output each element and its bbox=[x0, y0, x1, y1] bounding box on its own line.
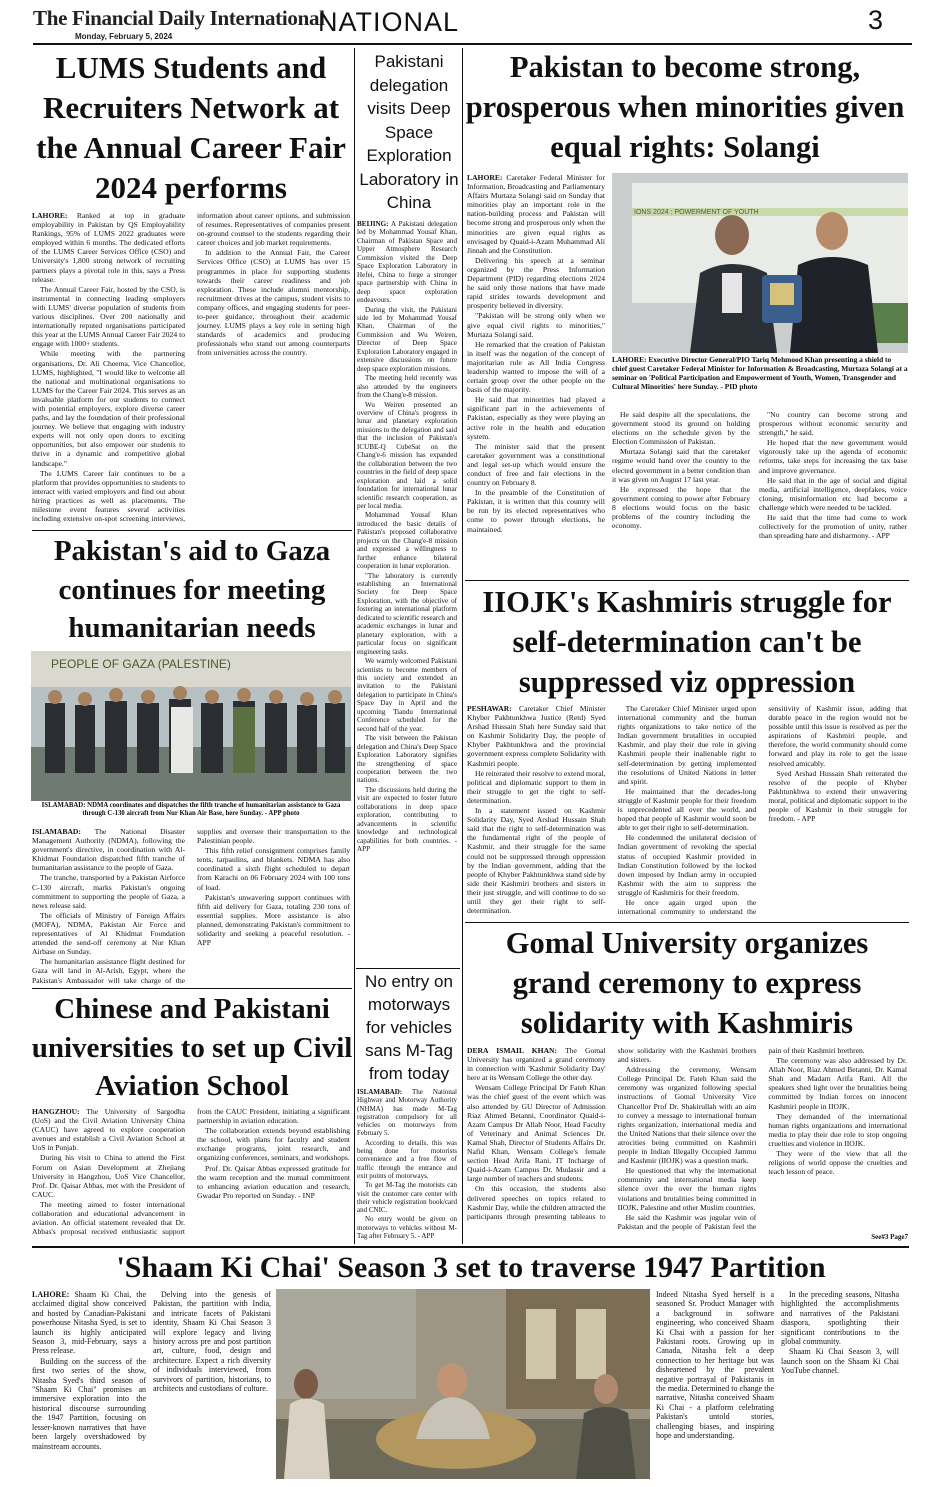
deep-space-paragraph: "The laboratory is currently establishing an International Society for Deep Space Exploration, with the objective of fostering an international platform dedicated to scientific research and academic exchanges in lunar and planetary exploration, with a particular focus on significant engineering tasks. bbox=[357, 571, 457, 656]
solangi-photo-illustration bbox=[612, 173, 908, 353]
solangi-paragraph: "Pakistan will be strong only when we give equal civil rights to minorities," Murtaza Solangi said. bbox=[467, 311, 605, 339]
lums-body bbox=[32, 211, 350, 527]
chinese-paragraph: The meeting aimed to foster international collaboration and educational advancement in aviation. An official statement revealed that Dr. Abbas's proposal received enthusiastic support from the CAUC President, initiating a significant partnership in aviation education. bbox=[32, 1107, 350, 1237]
masthead-rule bbox=[33, 43, 912, 45]
lums-paragraph: Ranked at top in graduate employability in Pakistan by QS Employability Rankings, 95% of LUMS 2022 graduates were employed within 6 months. The dedicated efforts of the LUMS Career Services Office (CSO) and University's 1,800 strong network of recruiting partners plays a pivotal role in this, says a Press release. bbox=[32, 211, 185, 284]
gomal-paragraph: The ceremony was also addressed by Dr. Allah Noor, Riaz Ahmed Betanni, Dr. Kamal Shah and Madam Arifa Rani. All the speakers shed light over the brutalities being committed by Indian forces on innocent Kashmiri people in IIOJK. bbox=[768, 1056, 907, 1111]
solangi-column-3 bbox=[759, 410, 907, 580]
gaza-paragraph: The officials of Ministry of Foreign Affairs (MOFA), NDMA, Pakistan Air Force and representatives of Al Khidmat Foundation attended the send-off ceremony at Nur Khan Airbase on Sunday. bbox=[32, 910, 185, 957]
lums-paragraph: The LUMS Career fair continues to be a platform that provides opportunities to students to interact with varied employers and find out about hiring practices as well as placements. The milestone event features several activities including extensive on-spot screening interviews, information about career options, and submission of resumes. Representatives of companies present on-ground counsel to the students regarding their career choices and job market requirements. bbox=[32, 211, 350, 524]
gaza-banner: PEOPLE OF GAZA (PALESTINE) bbox=[51, 657, 231, 671]
iiojk-paragraph: In a statement issued on Kashmir Solidarity Day, Syed Arshad Hussain Shah said that the right to self-determination was the fundamental right of the people of Kashmir, and their struggle for the same could not be suppressed through oppression by the Indian government, adding that the people of Khyber Pakhtunkhwa stand side by side their Kashmiri brothers and sisters in their just struggle, and will continue to do so until they get their right to self-determination. bbox=[467, 806, 606, 916]
gomal-jump-reference[interactable]: See#3 Page7 bbox=[871, 1233, 908, 1241]
gomal-body bbox=[467, 1046, 907, 1232]
gomal-headline: Gomal University organizes grand ceremony to express solidarity with Kashmiris bbox=[505, 926, 869, 1040]
solangi-paragraph: Delivering his speech at a seminar organized by the Press Information Department (PID) regarding elections 2024 he said only those nations that have made rapid strides towards development and prosperity believed in diversity. bbox=[467, 255, 605, 311]
deep-space-paragraph: The visit between the Pakistan delegation and China's Deep Space Exploration Laboratory signifies the strengthening of space cooperation between the two nations. bbox=[357, 734, 457, 785]
gaza-photo-illustration bbox=[31, 651, 351, 801]
solangi-banner: IONS 2024 : POWERMENT OF YOUTH bbox=[634, 209, 759, 216]
solangi-headline: Pakistan to become strong, prosperous when minorities given equal rights: Solangi bbox=[465, 50, 905, 164]
iiojk-paragraph: He reiterated their resolve to extend moral, political and diplomatic support to them in their struggle to get the right to self-determination. bbox=[467, 768, 606, 805]
motorway-body bbox=[357, 1088, 457, 1242]
gaza-paragraph: This fifth relief consignment comprises family tents, tarpaulins, and blankets. NDMA has also coordinated a sixth flight scheduled to depart from Karachi on 06 February 2024 with 100 tons of load. bbox=[197, 846, 350, 892]
motorway-paragraph: To get M-Tag the motorists can visit the customer care center with their vehicle registration book/card and CNIC. bbox=[357, 1181, 457, 1215]
deep-space-dateline: BEIJING: bbox=[357, 220, 389, 228]
gomal-paragraph: He said the Kashmir was jugular vein of Pakistan and the people of Pakistan feel the pain of their Kashmiri brethren. bbox=[617, 1046, 865, 1231]
gomal-dateline: DERA ISMAIL KHAN: bbox=[467, 1046, 558, 1055]
deep-space-paragraph: We warmly welcomed Pakistani scientists to become members of this society and extended an invitation to the Pakistani delegation to participate in China's Space Day in April and the upcoming Tiandu International Conference scheduled for the second half of the year. bbox=[357, 657, 457, 733]
gaza-paragraph: Pakistan's unwavering support continues with fifth aid delivery for Gaza, totaling 230 tons of essential supplies. More assistance is also planned, demonstrating Pakistan's commitment to solidarity and seeking a peaceful resolution. - APP bbox=[197, 892, 350, 948]
gomal-paragraph: Wensam College Principal Dr Fateh Khan was the chief guest of the event which was also attended by GU Director of Admission Riaz Ahmed Betanni, Coordinator Quaid-i-Azam Campus Dr Allah Noor, Head Faculty of Veterinary and Animal Sciences Dr. Kamal Shah, Director of Students Affairs Dr. Nafid Khan, Wensam College's female section Head Arifa Rani, IT Incharge of Quaid-i-Azam Campus Dr. Mudassir and a large number of teachers and students. bbox=[467, 1083, 606, 1184]
solangi-paragraph: He expressed the hope that the government coming to power after February 8 elections would focus on the basic problems of the country including the economy. bbox=[612, 484, 750, 531]
column-rule bbox=[354, 48, 355, 1244]
solangi-dateline: LAHORE: bbox=[467, 173, 503, 182]
lums-headline: LUMS Students and Recruiters Network at the Annual Career Fair 2024 performs bbox=[36, 50, 346, 205]
issue-date: Monday, February 5, 2024 bbox=[75, 32, 173, 41]
masthead bbox=[0, 0, 945, 46]
lums-paragraph: In addition to the Annual Fair, the Career Services Office (CSO) at LUMS has over 15 programmes in place for supporting students towards their career readiness and job exploration. These include alumni mentorship, recruitment drives at the campus, student visits to company offices, and engaging students for peer-to-peer guidance, throughout their academic journey. LUMS plays a key role in setting high standards of academics and producing professionals who stand out among counterparts from universities across the country. bbox=[197, 248, 350, 358]
shaam-column-1 bbox=[32, 1290, 146, 1480]
solangi-paragraph: He hoped that the new government would vigorously take up the agenda of economic reforms, take steps for increasing the tax base and improve governance. bbox=[759, 438, 907, 475]
shaam-photo bbox=[276, 1289, 650, 1479]
deep-space-paragraph: The discussions held during the visit are expected to foster future collaborations in deep space exploration, contributing to advancements in scientific knowledge and technological capabilities for both countries. - APP bbox=[357, 785, 457, 854]
solangi-paragraph: "No country can become strong and prosperous without economic security and strength," he said. bbox=[759, 410, 907, 438]
chinese-paragraph: The collaboration extends beyond establishing the school, with plans for faculty and student exchange programs, joint research, and organizing conferences, seminars, and workshops. bbox=[197, 1126, 350, 1163]
gomal-paragraph: He questioned that why the international community and international media keep silence over the over the human rights violations and brutalities being committed in IIOJK, Palestine and other Muslim countries. bbox=[617, 1166, 757, 1212]
shaam-paragraph: Building on the success of the first two series of the show, Nitasha Syed's third season of "Shaam Ki Chai" promises an immersive exploration into the historical discourse surrounding the 1947 Partition, focusing on lesser-known narratives that have been largely overshadowed by mainstream accounts. bbox=[32, 1356, 146, 1451]
gaza-headline: Pakistan's aid to Gaza continues for meeting humanitarian needs bbox=[53, 535, 331, 644]
gaza-paragraph: The National Disaster Management Authority (NDMA), following the government's directive, in coordination with Al-Khidmat Foundation dispatched fifth tranche of humanitarian assistance to the people of Gaza. bbox=[32, 827, 186, 873]
divider bbox=[356, 968, 460, 969]
shaam-column-3 bbox=[656, 1290, 774, 1480]
solangi-paragraph: Caretaker Federal Minister for Information, Broadcasting and Parliamentary Affairs Murtaza Solangi said on Sunday that minorities play an important role in the nation-building process and Pakistan will become strong and prosperous only when the minorities are given equal rights as envisaged by Quaid-i-Azam Muhammad Ali Jinnah and the Constitution. bbox=[467, 173, 605, 255]
gomal-paragraph: They demanded of the international human rights organizations and international media to play their due role to stop ongoing cruelties and violence in IIOJK. bbox=[768, 1111, 907, 1148]
chinese-paragraph: The University of Sargodha (UoS) and the Civil Aviation University China (CAUC) have agreed to explore cooperation avenues and establish a Civil Aviation School at UoS in Punjab. bbox=[32, 1107, 185, 1153]
chinese-paragraph: During his visit to China to attend the First Forum on Asian Development at Zhejiang University in Hangzhou, UoS Vice Chancellor, Prof. Dr. Qaisar Abbas, met with the President of CAUC. bbox=[32, 1153, 185, 1199]
solangi-paragraph: He said that the time had come to work collectively for the promotion of unity, rather than spreading hate and disharmony. - APP bbox=[759, 513, 907, 541]
motorway-paragraph: No entry would be given on motorways to vehicles without M-Tag after February 5. - APP bbox=[357, 1215, 457, 1241]
iiojk-paragraph: He condemned the unilateral decision of Indian government of revoking the special status of occupied Kashmir provided in Indian Constitution followed by the locked down imposed by Indian army in occupied Kashmir with the aim to suppress the struggle of Kashmiris for their freedom. bbox=[617, 833, 757, 897]
shaam-column-4 bbox=[781, 1290, 899, 1480]
solangi-column-2 bbox=[612, 410, 750, 580]
solangi-column-1 bbox=[467, 173, 605, 579]
gomal-paragraph: They were of the view that all the religions of world oppose the cruelties and teach lesson of peace. bbox=[768, 1149, 907, 1177]
solangi-paragraph: He said that in the age of social and digital media, artificial intelligence, deepfakes, voice cloning, misinformation etc had become a challenge which were needed to be tackled. bbox=[759, 475, 907, 512]
gaza-paragraph: The humanitarian assistance flight destined for Gaza will land in Al-Arish, Egypt, where the Pakistan's Ambassador will take charge of the supplies and oversee their transportation to the Palestinian people. bbox=[32, 827, 350, 985]
gomal-paragraph: The Gomal University has organized a grand ceremony in connection with 'Kashmir Solidarity Day' here at its Wensam College the other day. bbox=[467, 1046, 606, 1083]
deep-space-paragraph: Wu Weiren presented an overview of China's progress in lunar and planetary exploration missions to the delegation and said that the inclusion of Pakistan's ICUBE-Q CubeSat on the Chang'e-6 mission has expanded the collaboration between the two countries in the field of deep space exploration and laid a solid foundation for international lunar scientific research cooperation, as per local media. bbox=[357, 400, 457, 510]
motorway-paragraph: The National Highway and Motorway Authority (NHMA) has made M-Tag registration compulsory for all vehicles on motorways from February 5. bbox=[357, 1088, 457, 1138]
gaza-dateline: ISLAMABAD: bbox=[32, 827, 81, 836]
solangi-photo bbox=[612, 173, 908, 353]
shaam-column-2 bbox=[153, 1290, 271, 1480]
gaza-photo bbox=[31, 651, 351, 801]
page-number: 3 bbox=[868, 5, 884, 35]
divider bbox=[465, 580, 909, 581]
iiojk-paragraph: He once again urged upon the international community to understand the sensitivity of Kashmir issue, adding that durable peace in the region would not be possible until this issue is resolved as per the aspirations of Kashmiri people, and therefore, the world community should come forward and play its role to get the issue resolved amicably. bbox=[617, 704, 907, 917]
shaam-paragraph: Shaam Ki Chai, the acclaimed digital show conceived and hosted by Canadian-Pakistani powerhouse Nitasha Syed, is set to launch its highly anticipated Season 3, mid-February, says a Press release. bbox=[32, 1290, 146, 1356]
deep-space-paragraph: A Pakistani delegation led by Mohammad Yousaf Khan, Chairman of Pakistan Space and Upper Atmosphere Research Commission visited the Deep Space Exploration Laboratory in Hefei, China to forge a stronger space partnership with China in deep space exploration endeavours. bbox=[357, 220, 457, 305]
chinese-dateline: HANGZHOU: bbox=[32, 1107, 80, 1116]
divider bbox=[32, 988, 352, 989]
shaam-photo-illustration bbox=[276, 1289, 650, 1479]
iiojk-paragraph: Caretaker Chief Minister Khyber Pakhtunkhwa Justice (Retd) Syed Arshad Hussain Shah here Sunday said that on Kashmir Solidarity Day, the people of Khyber Pakhtunkhwa and the provincial government express complete Solidarity with Kashmiri people. bbox=[467, 704, 606, 768]
shaam-headline: 'Shaam Ki Chai' Season 3 set to traverse 1947 Partition bbox=[116, 1251, 826, 1284]
solangi-paragraph: In the preamble of the Constitution of Pakistan, it is written that this country will be run by its elected representatives who come to power through elections, he maintained. bbox=[467, 488, 605, 534]
motorway-paragraph: According to details, this was being done for motorists convenience and a free flow of traffic through the entrance and exit points of motorways. bbox=[357, 1138, 457, 1180]
deep-space-headline: Pakistani delegation visits Deep Space Exploration Laboratory in China bbox=[359, 52, 459, 212]
lums-paragraph: While meeting with the partnering organisations, Dr. Ali Cheema, Vice Chancellor, LUMS, highlighted, "I would like to welcome all the national and multinational organisations to LUMS for the Career Fair 2024. This serves as an invaluable platform for our students to connect with potential employers, explore diverse career paths, and lay the foundation of their professional journey. We believe that engaging with industry experts will not only open doors to exciting opportunities, but also empower our students to thrive in a dynamic and competitive global landscape." bbox=[32, 349, 185, 468]
shaam-paragraph: In the preceding seasons, Nitasha highlighted the accomplishments and narratives of the Pakistani diaspora, spotlighting their significant contributions to the global community. bbox=[781, 1290, 899, 1347]
solangi-photo-caption: LAHORE: Executive Director General/PIO Tariq Mehmood Khan presenting a shield to chief guest Caretaker Federal Minister for Information & Broadcasting, Murtaza Solangi at a seminar on 'Political Participation and Empowerment of Youth, Women, Transgender and Cultural Minorities' here Sunday. - PID photo bbox=[612, 355, 908, 391]
lums-dateline: LAHORE: bbox=[32, 211, 68, 220]
chinese-paragraph: Prof. Dr. Qaisar Abbas expressed gratitude for the warm reception and the mutual commitment to enhancing aviation education and research, Gwadar Pro reported on Sunday. - INP bbox=[197, 1163, 350, 1200]
newspaper-name: The Financial Daily International bbox=[33, 6, 325, 30]
deep-space-paragraph: During the visit, the Pakistani side led by Mohammad Yousaf Khan, Chairman of the Commission and Wu Weiren, Director of Deep Space Exploration Laboratory engaged in extensive discussions on future deep space exploration missions. bbox=[357, 305, 457, 373]
divider bbox=[32, 530, 352, 531]
deep-space-paragraph: Mohammad Yousaf Khan introduced the basic details of Pakistan's proposed collaborative projects on the Chang'e-8 mission and expressed a willingness to further enhance bilateral cooperation in lunar exploration. bbox=[357, 511, 457, 571]
gaza-photo-caption: ISLAMABAD: NDMA coordinates and dispatches the fifth tranche of humanitarian assistance to Gaza through C-130 aircraft from Nur Khan Air Base, here Sunday. - APP photo bbox=[41, 802, 341, 818]
solangi-paragraph: He remarked that the creation of Pakistan in itself was the negation of the concept of majoritarian rule as All India Congress leadership wanted to impose the will of a certain group over the other people on the basis of the majority. bbox=[467, 339, 605, 395]
gaza-paragraph: The tranche, transported by a Pakistan Airforce C-130 aircraft, marks Pakistan's ongoing commitment to supporting the people of Gaza, a news release said. bbox=[32, 873, 185, 910]
solangi-paragraph: The minister said that the present caretaker government was a constitutional and legal set-up which would ensure the conduct of free and fair elections in the country on February 8. bbox=[467, 441, 605, 488]
iiojk-paragraph: Syed Arshad Hussain Shah reiterated the resolve of the people of Khyber Pakhtunkhwa to extend their unwavering moral, political and diplomatic support to the people of Kashmir in their struggle for freedom. - APP bbox=[768, 768, 907, 824]
solangi-paragraph: He said that minorities had played a significant part in the achievements of Pakistan, especially as they were playing an active role in the health and education system. bbox=[467, 395, 605, 441]
gaza-body bbox=[32, 827, 350, 985]
shaam-dateline: LAHORE: bbox=[32, 1290, 70, 1299]
shaam-paragraph: Delving into the genesis of Pakistan, the partition with India, and intricate facets of Pakistani identity, Shaam Ki Chai Season 3 will explore legacy and living history across pre and post partition art, culture, food, design and architecture. Expect a rich diversity of individuals interviewed, from survivors of partition, historians, to architects and custodians of culture. bbox=[153, 1290, 271, 1394]
solangi-paragraph: He said despite all the speculations, the government stood its ground on holding elections on the schedule given by the Election Commission of Pakistan. bbox=[612, 410, 750, 447]
motorway-headline: No entry on motorways for vehicles sans M-Tag from today bbox=[365, 972, 453, 1083]
gomal-paragraph: Addressing the ceremony, Wensam College Principal Dr. Fateh Khan said the ceremony was organized following special instructions of Gomal University Vice Chancellor Prof Dr. Shakirullah with an aim to convey a message to international human rights organization, international media and the United Nations that their silence over the atrocities being committed on Kashmiri people in Indian Illegally Occupied Jammu and Kashmir (IIOJK) was a question mark. bbox=[617, 1065, 757, 1166]
section-label: NATIONAL bbox=[318, 7, 460, 37]
chinese-body bbox=[32, 1107, 350, 1243]
lums-paragraph: The Annual Career Fair, hosted by the CSO, is instrumental in connecting leading employers with LUMS' diverse population of students from various disciplines. Over 200 nationally and internationally reputed organisations participated this year at the LUMS Annual Career Fair 2024 to engage with 1000+ students. bbox=[32, 284, 185, 349]
iiojk-headline: IIOJK's Kashmiris struggle for self-determination can't be suppressed viz oppression bbox=[482, 585, 892, 699]
iiojk-dateline: PESHAWAR: bbox=[467, 704, 512, 713]
chinese-headline: Chinese and Pakistani universities to set up Civil Aviation School bbox=[31, 993, 353, 1102]
iiojk-paragraph: He maintained that the decades-long struggle of Kashmir people for their freedom is unprecedented all over the world, and hoped that people of Kashmir would soon be able to get their right to self-determination. bbox=[617, 786, 757, 833]
gomal-paragraph: On this occasion, the students also delivered speeches on topics related to Kashmir Day, while the children attracted the participants through presenting tableaus to show solidarity with the Kashmiri brothers and sisters. bbox=[467, 1046, 757, 1221]
motorway-dateline: ISLAMABAD: bbox=[357, 1088, 403, 1096]
solangi-paragraph: Murtaza Solangi said that the caretaker regime would hand over the country to the elected government in a better condition than it was given on August 17 last year. bbox=[612, 447, 750, 484]
shaam-paragraph: Shaam Ki Chai Season 3, will launch soon on the Shaam Ki Chai YouTube channel. bbox=[781, 1347, 899, 1376]
iiojk-body bbox=[467, 704, 907, 921]
deep-space-body bbox=[357, 220, 457, 966]
shaam-paragraph: Indeed Nitasha Syed herself is a seasoned Sr. Product Manager with a background in software engineering, who conceived Shaam Ki Chai with a passion for her Pakistani roots. Growing up in Canada, Nitasha felt a deep connection to her heritage but was disheartened by the prevalent negative portrayal of Pakistanis in the media. Determined to change the narrative, Nitasha conceived Shaam Ki Chai - a platform celebrating Pakistan's untold stories, challenging biases, and inspiring hope and understanding. bbox=[656, 1290, 774, 1441]
iiojk-paragraph: The Caretaker Chief Minister urged upon international community and the human rights organizations to take notice of the Indian government brutalities in occupied Kashmir, and play their due role in giving Kashmiri people their inalienable right to self-determination by getting implemented the resolutions of United Nations in letter and spirit. bbox=[617, 704, 757, 786]
deep-space-paragraph: The meeting held recently was also attended by the engineers from the Chang'e-8 mission. bbox=[357, 374, 457, 400]
column-rule bbox=[462, 48, 463, 1244]
